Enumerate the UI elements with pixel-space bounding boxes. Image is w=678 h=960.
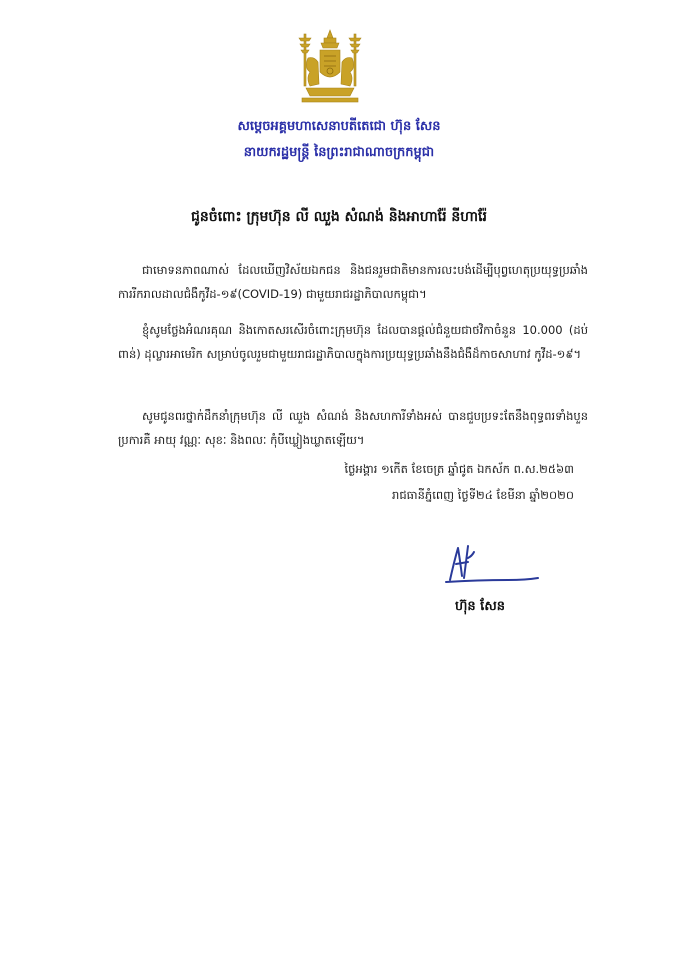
lunar-date: ថ្ងៃអង្គារ ១កើត ខែចេត្រ ឆ្នាំជូត ឯកស័ក ព.ស.២៥៦៣ <box>344 462 574 476</box>
sender-title: សម្ដេចអគ្គមហាសេនាបតីតេជោ ហ៊ុន សែន <box>237 119 441 134</box>
handwritten-signature <box>438 540 548 590</box>
recipient-line: ជូនចំពោះ ក្រុមហ៊ុន លី ឈួង សំណង់ និងអាហារ៉ែ នីហារ៉ែ <box>191 209 487 225</box>
sender-position: នាយករដ្ឋមន្ត្រី នៃព្រះរាជាណាចក្រកម្ពុជា <box>243 145 435 160</box>
body-paragraph-3: សូមជូនពរថ្នាក់ដឹកនាំក្រុមហ៊ុន លី ឈួង សំណង់ និងសហការីទាំងអស់ បានជួបប្រទះតែនឹងពុទ្ធពរទាំងបួនប្រការគឺ អាយុ វណ្ណៈ សុខៈ និងពលៈ កុំបីឃ្លៀងឃ្លាតឡើយ។ <box>118 409 588 447</box>
signer-name: ហ៊ុន សែន <box>455 599 505 614</box>
royal-coat-of-arms-emblem <box>288 28 372 106</box>
body-paragraph-2: ខ្ញុំសូមថ្លែងអំណរគុណ និងកោតសរសើរចំពោះក្រុមហ៊ុន ដែលបានផ្ដល់ជំនួយជាថវិកាចំនួន 10.000 (ដប់ពាន់) ដុល្លារអាមេរិក សម្រាប់ចូលរួមជាមួយរាជរដ្ឋាភិបាលក្នុងការប្រយុទ្ធប្រឆាំងនឹងជំងឺដ៏កាចសាហាវ កូវីដ-១៩។ <box>118 323 588 361</box>
body-paragraph-1: ជាមោទនភាពណាស់ ដែលឃើញវិស័យឯកជន និងជនរួមជាតិមានការលះបង់ដើម្បីបុព្វហេតុប្រយុទ្ធប្រឆាំងការរីករាលដាលជំងឺកូវីដ-១៩(COVID-19) ជាមួយរាជរដ្ឋាភិបាលកម្ពុជា។ <box>118 263 588 301</box>
solar-date: រាជធានីភ្នំពេញ ថ្ងៃទី២៤ ខែមីនា ឆ្នាំ២០២០ <box>392 488 574 502</box>
